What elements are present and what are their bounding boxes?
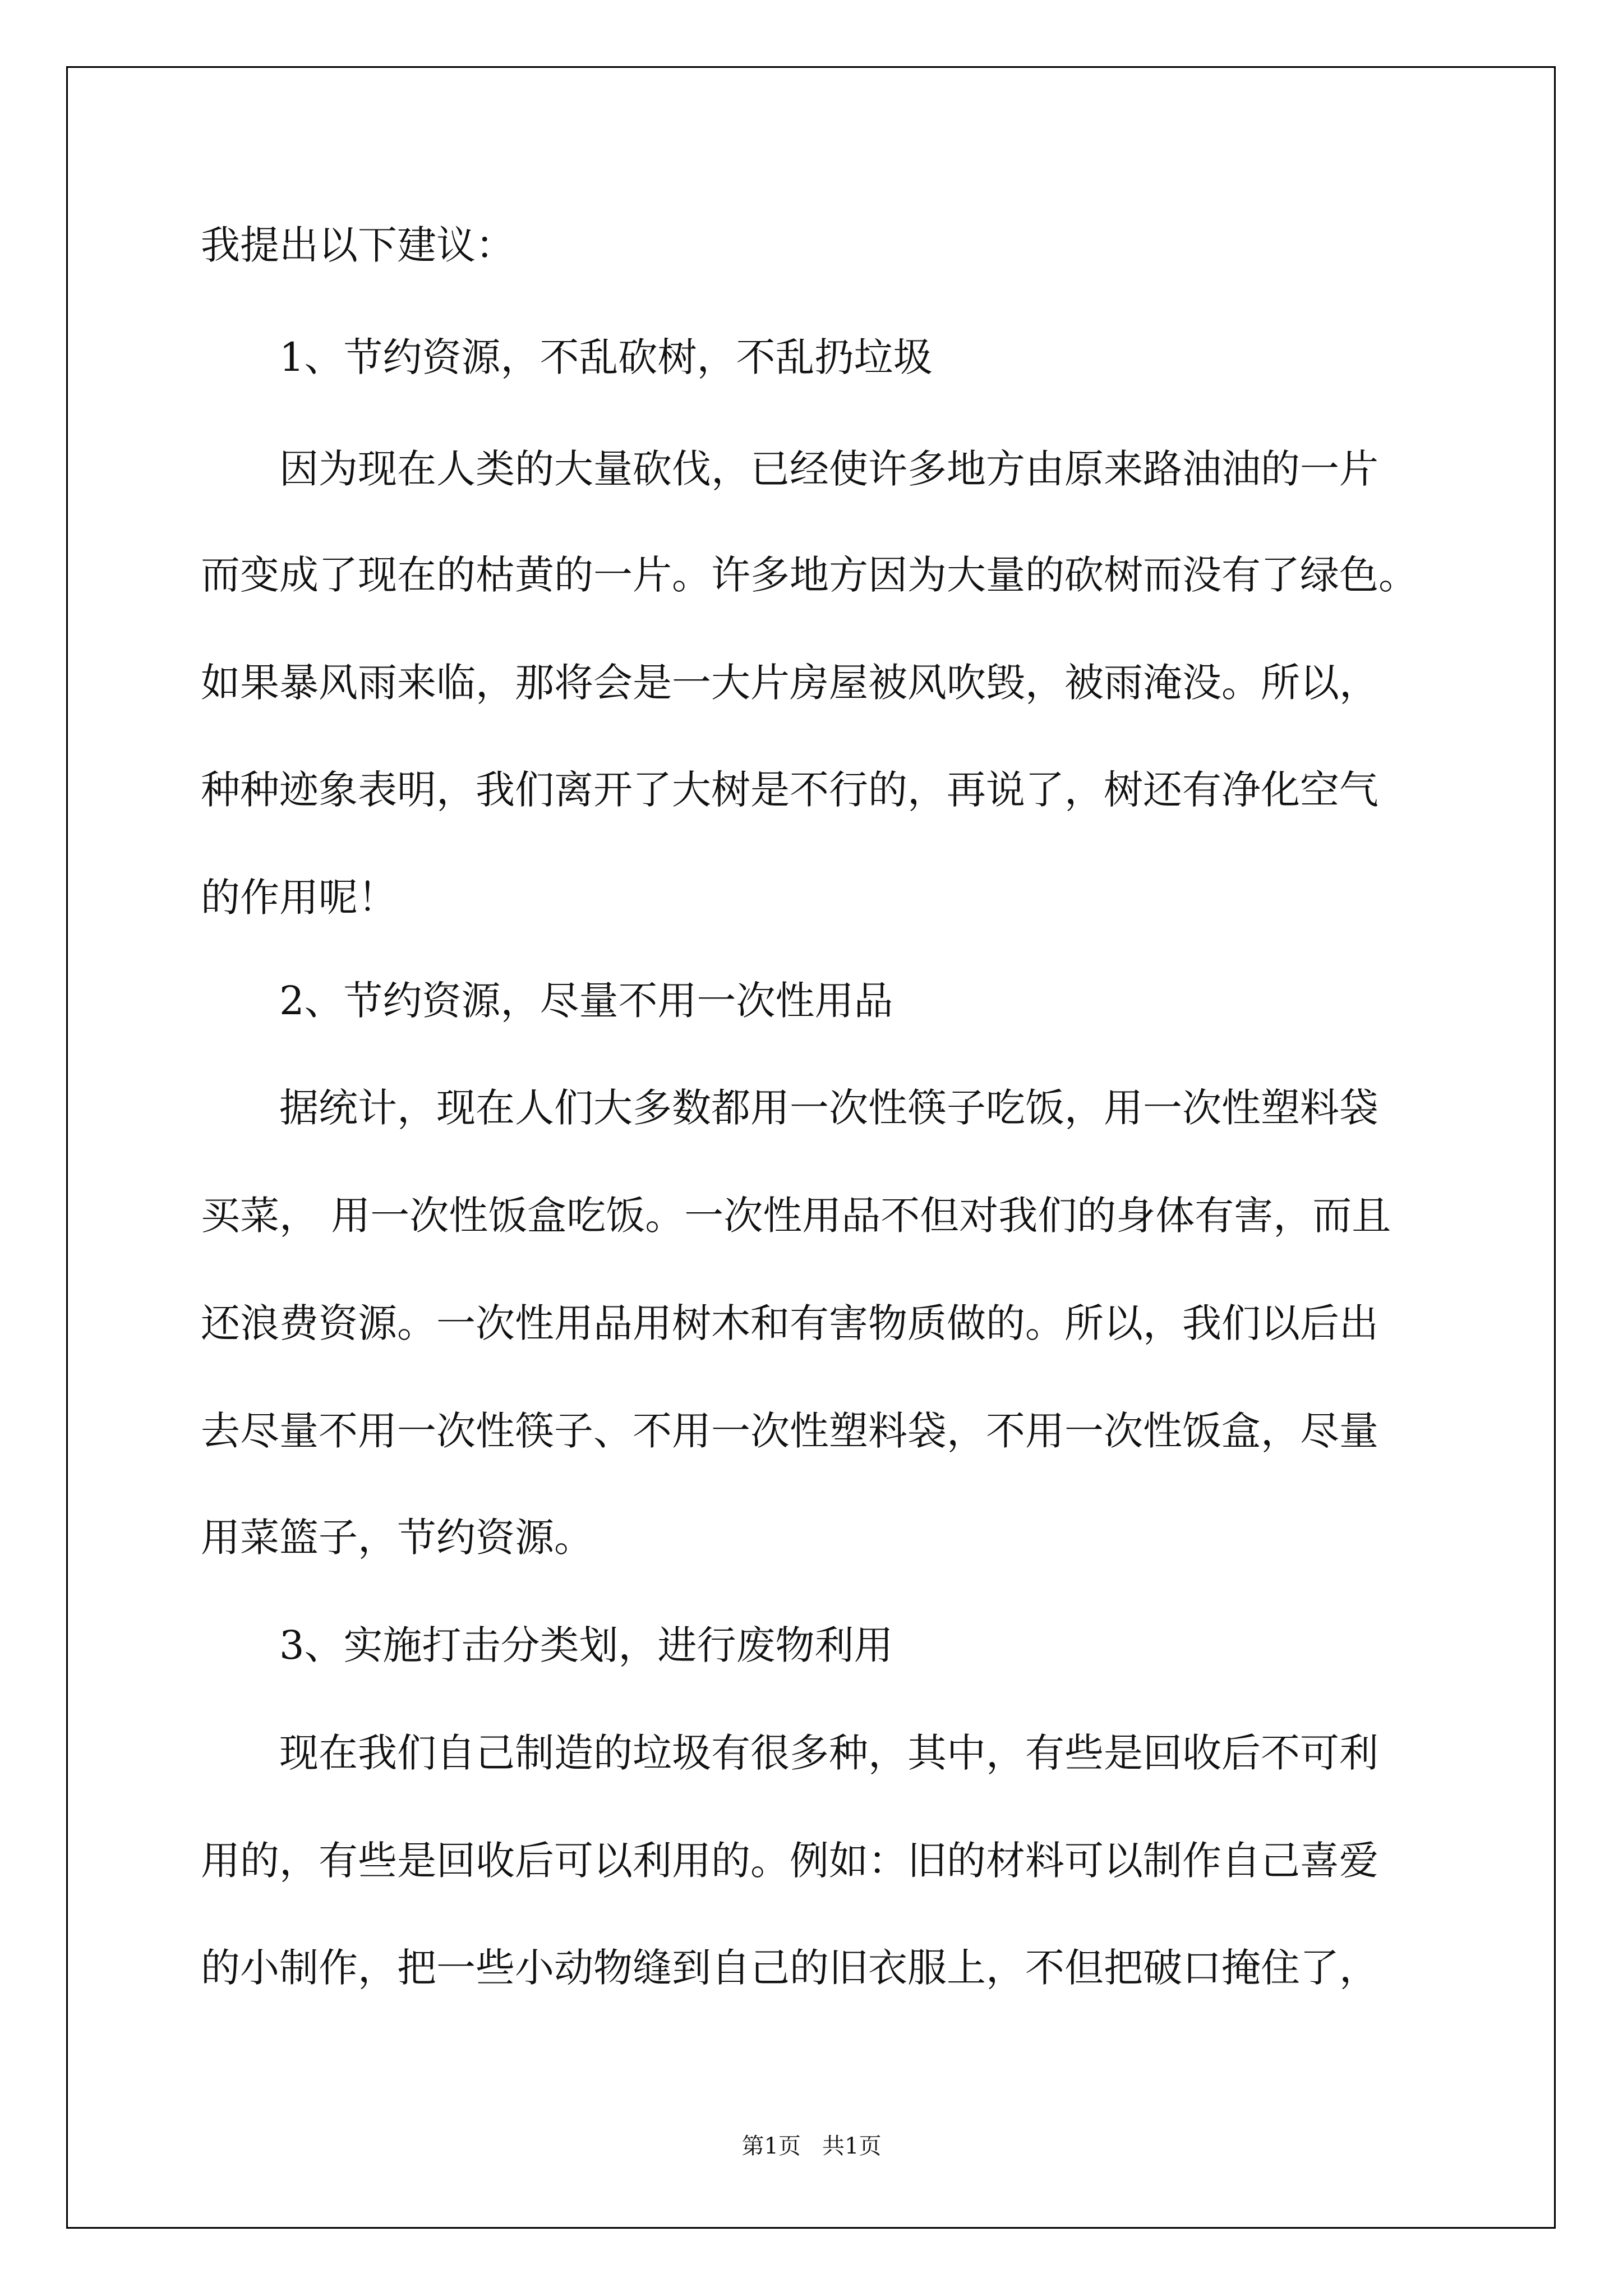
paragraph-1-line-4: 种种迹象表明，我们离开了大树是不行的，再说了，树还有净化空气	[201, 767, 1378, 813]
paragraph-3-line-3: 的小制作，把一些小动物缝到自己的旧衣服上，不但把破口掩住了，	[201, 1945, 1378, 1991]
paragraph-2-line-1: 据统计，现在人们大多数都用一次性筷子吃饭，用一次性塑料袋	[279, 1085, 1378, 1131]
section-heading-2: 2、节约资源，尽量不用一次性用品	[279, 978, 893, 1024]
page-border	[66, 66, 1556, 2229]
paragraph-2-line-2: 买菜， 用一次性饭盒吃饭。一次性用品不但对我们的身体有害，而且	[201, 1193, 1391, 1239]
paragraph-1-line-2: 而变成了现在的枯黄的一片。许多地方因为大量的砍树而没有了绿色。	[201, 552, 1418, 598]
paragraph-1-line-3: 如果暴风雨来临，那将会是一大片房屋被风吹毁，被雨淹没。所以，	[201, 660, 1378, 706]
section-heading-3: 3、实施打击分类划，进行废物利用	[279, 1622, 893, 1668]
paragraph-1-line-5: 的作用呢！	[201, 875, 397, 921]
intro-line: 我提出以下建议：	[201, 222, 515, 268]
paragraph-2-line-5: 用菜篮子，节约资源。	[201, 1515, 593, 1561]
paragraph-2-line-4: 去尽量不用一次性筷子、不用一次性塑料袋，不用一次性饭盒，尽量	[201, 1408, 1378, 1454]
paragraph-1-line-1: 因为现在人类的大量砍伐，已经使许多地方由原来路油油的一片	[279, 446, 1378, 492]
page-number-footer: 第1页 共1页	[741, 2133, 882, 2159]
paragraph-2-line-3: 还浪费资源。一次性用品用树木和有害物质做的。所以，我们以后出	[201, 1300, 1378, 1346]
paragraph-3-line-2: 用的，有些是回收后可以利用的。例如：旧的材料可以制作自己喜爱	[201, 1838, 1378, 1884]
section-heading-1: 1、节约资源，不乱砍树，不乱扔垃圾	[279, 334, 933, 380]
paragraph-3-line-1: 现在我们自己制造的垃圾有很多种，其中，有些是回收后不可利	[279, 1730, 1378, 1776]
